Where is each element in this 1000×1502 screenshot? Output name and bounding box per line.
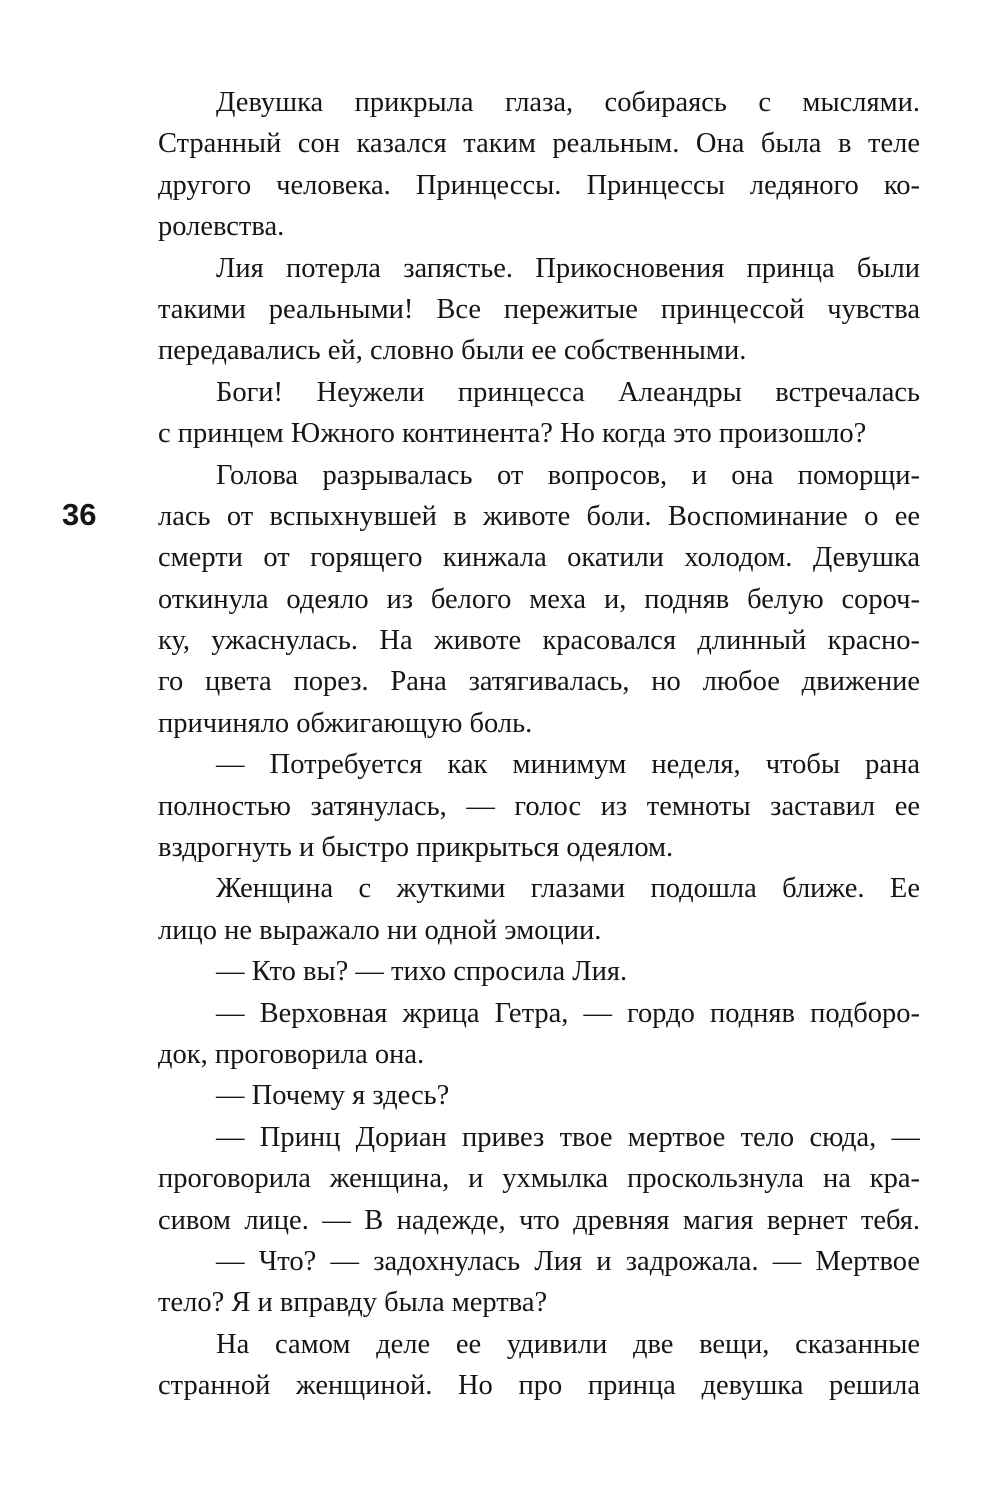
text-line: го цвета порез. Рана затягивалась, но любое движение	[158, 666, 920, 698]
text-line: — Кто вы? — тихо спросила Лия.	[216, 956, 628, 988]
text-line: смерти от горящего кинжала окатили холодом. Девушка	[158, 542, 920, 574]
page-number: 36	[62, 497, 97, 532]
text-line: ролевства.	[158, 211, 285, 243]
text-line: — Принц Дориан привез твое мертвое тело сюда, —	[216, 1121, 920, 1153]
text-line: док, проговорила она.	[158, 1038, 425, 1070]
text-line: Странный сон казался таким реальным. Она была в теле	[158, 128, 920, 160]
text-line: — Потребуется как минимум неделя, чтобы рана	[216, 749, 920, 781]
text-line: проговорила женщина, и ухмылка проскользнула на кра-	[158, 1163, 920, 1195]
text-line: — Что? — задохнулась Лия и задрожала. — Мертвое	[216, 1245, 920, 1277]
text-line: Лия потерла запястье. Прикосновения принца были	[216, 252, 920, 284]
text-line: тело? Я и вправду была мертва?	[158, 1287, 548, 1319]
text-line: причиняло обжигающую боль.	[158, 707, 533, 739]
text-line: откинула одеяло из белого меха и, подняв белую сороч-	[158, 583, 920, 615]
text-line: На самом деле ее удивили две вещи, сказанные	[216, 1328, 920, 1360]
text-line: такими реальными! Все пережитые принцессой чувства	[158, 293, 920, 325]
text-line: лицо не выражало ни одной эмоции.	[158, 914, 602, 946]
text-line: вздрогнуть и быстро прикрыться одеялом.	[158, 832, 674, 864]
body-text	[158, 82, 920, 1407]
text-line: Женщина с жуткими глазами подошла ближе. Ее	[216, 873, 920, 905]
text-line: сивом лице. — В надежде, что древняя магия вернет тебя.	[158, 1204, 920, 1236]
text-line: странной женщиной. Но про принца девушка решила	[158, 1370, 920, 1402]
text-line: Боги! Неужели принцесса Алеандры встречалась	[216, 376, 920, 408]
text-line: лась от вспыхнувшей в животе боли. Воспоминание о ее	[158, 500, 920, 532]
text-line: ку, ужаснулась. На животе красовался длинный красно-	[158, 625, 920, 657]
text-line: полностью затянулась, — голос из темноты заставил ее	[158, 790, 920, 822]
text-line: другого человека. Принцессы. Принцессы ледяного ко-	[158, 169, 920, 201]
text-line: с принцем Южного континента? Но когда это произошло?	[158, 418, 867, 450]
text-line: — Почему я здесь?	[216, 1080, 450, 1112]
text-line: Девушка прикрыла глаза, собираясь с мыслями.	[216, 87, 920, 118]
text-line: Голова разрывалась от вопросов, и она поморщи-	[216, 459, 920, 491]
text-line: — Верховная жрица Гетра, — гордо подняв подборо-	[216, 997, 920, 1029]
text-line: передавались ей, словно были ее собственными.	[158, 335, 747, 367]
